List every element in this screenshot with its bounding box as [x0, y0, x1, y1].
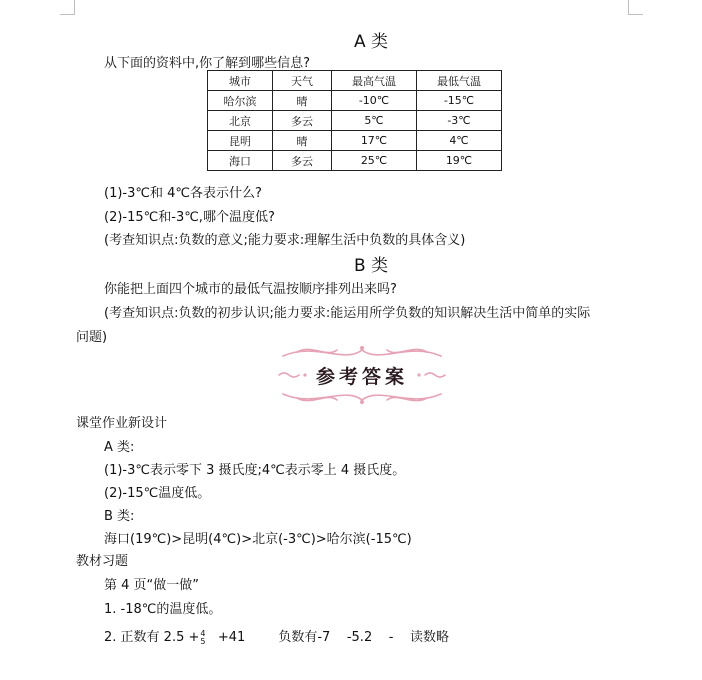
table-header-row — [208, 71, 502, 91]
item2-rest: +41 负数有-7 -5.2 - 读数略 — [205, 630, 449, 645]
cell-high: -10℃ — [332, 91, 417, 111]
cell-high: 17℃ — [332, 131, 417, 151]
header-low-temp: 最低气温 — [417, 71, 502, 91]
section-b-title: B 类 — [354, 256, 389, 276]
textbook-heading: 教材习题 — [76, 554, 129, 569]
section-a-title: A 类 — [354, 32, 389, 52]
item2-prefix: 2. 正数有 2.5 + — [104, 630, 200, 645]
answers-heading: 课堂作业新设计 — [76, 416, 168, 431]
fraction-numerator: 4 — [200, 628, 206, 638]
cell-city: 昆明 — [208, 131, 273, 151]
section-b-note-line1: (考查知识点:负数的初步认识;能力要求:能运用所学负数的知识解决生活中简单的实际 — [104, 306, 591, 321]
cell-low: 4℃ — [417, 131, 502, 151]
table-row — [208, 151, 502, 171]
cell-city: 哈尔滨 — [208, 91, 273, 111]
cell-low: -3℃ — [417, 111, 502, 131]
cell-low: -15℃ — [417, 91, 502, 111]
fraction-denominator: 5 — [200, 636, 206, 646]
section-b-question: 你能把上面四个城市的最低气温按顺序排列出来吗? — [104, 282, 397, 297]
page-corner-mark-right — [628, 0, 643, 15]
textbook-item-2 — [104, 626, 449, 646]
question-2: (2)-15℃和-3℃,哪个温度低? — [104, 210, 275, 225]
answers-b-label: B 类: — [104, 509, 135, 524]
header-weather: 天气 — [273, 71, 332, 91]
page-reference: 第 4 页“做一做” — [104, 578, 200, 593]
header-high-temp: 最高气温 — [332, 71, 417, 91]
answer-banner — [275, 340, 449, 410]
section-a-note: (考查知识点:负数的意义;能力要求:理解生活中负数的具体含义) — [104, 233, 466, 248]
answers-a-label: A 类: — [104, 440, 135, 455]
cell-weather: 多云 — [273, 111, 332, 131]
table-row — [208, 111, 502, 131]
weather-table — [207, 70, 502, 171]
cell-weather: 晴 — [273, 91, 332, 111]
answer-a2: (2)-15℃温度低。 — [104, 486, 211, 501]
answer-banner-title: 参考答案 — [315, 366, 408, 388]
answer-a1: (1)-3℃表示零下 3 摄氏度;4℃表示零上 4 摄氏度。 — [104, 463, 406, 478]
question-1: (1)-3℃和 4℃各表示什么? — [104, 186, 262, 201]
cell-low: 19℃ — [417, 151, 502, 171]
cell-weather: 晴 — [273, 131, 332, 151]
table-row — [208, 131, 502, 151]
table-row — [208, 91, 502, 111]
answer-b1: 海口(19℃)>昆明(4℃)>北京(-3℃)>哈尔滨(-15℃) — [104, 532, 412, 547]
header-city: 城市 — [208, 71, 273, 91]
cell-high: 5℃ — [332, 111, 417, 131]
section-b-note-line2: 问题) — [76, 330, 108, 345]
cell-weather: 多云 — [273, 151, 332, 171]
cell-city: 北京 — [208, 111, 273, 131]
cell-high: 25℃ — [332, 151, 417, 171]
section-a-intro: 从下面的资料中,你了解到哪些信息? — [104, 56, 311, 71]
cell-city: 海口 — [208, 151, 273, 171]
page-corner-mark-left — [60, 0, 75, 15]
textbook-item-1: 1. -18℃的温度低。 — [104, 602, 222, 617]
